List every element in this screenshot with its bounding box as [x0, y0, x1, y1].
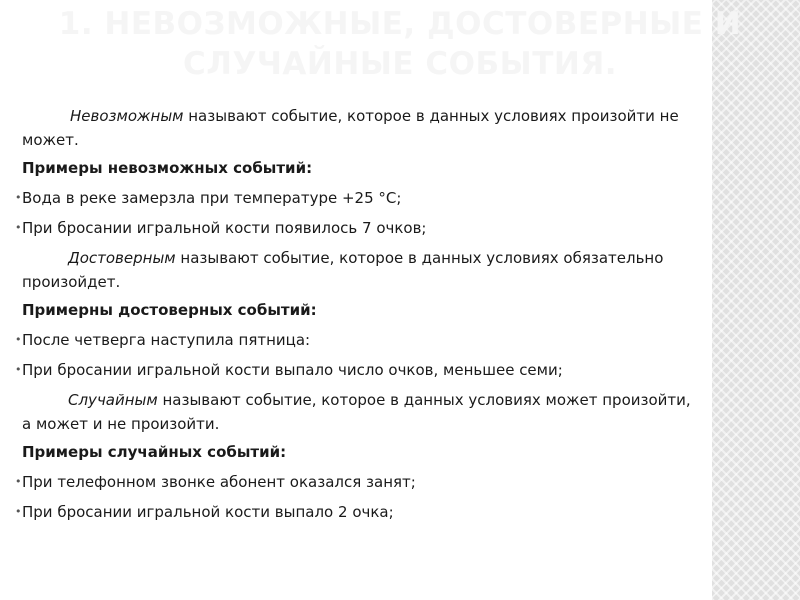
list-item [0, 500, 700, 524]
definition-term: Случайным [68, 391, 158, 409]
examples-heading-random: Примеры случайных событий: [22, 443, 287, 461]
list-item-text: При телефонном звонке абонент оказался занят; [22, 473, 416, 491]
list-item [0, 470, 700, 494]
decorative-stripe [712, 0, 800, 600]
list-item-text: При бросании игральной кости выпало число очков, меньшее семи; [22, 361, 563, 379]
bullet-icon: • [15, 221, 22, 234]
definition-term: Достоверным [68, 249, 176, 267]
list-item-text: При бросании игральной кости появилось 7 очков; [22, 219, 427, 237]
slide-title [40, 4, 760, 84]
definition-impossible [0, 104, 700, 152]
bullet-icon: • [15, 333, 22, 346]
slide-title-line-1: 1. НЕВОЗМОЖНЫЕ, ДОСТОВЕРНЫЕ И [58, 6, 742, 42]
list-item [0, 216, 700, 240]
bullet-icon: • [15, 191, 22, 204]
bullet-icon: • [15, 475, 22, 488]
definition-text: называют событие, которое в данных условиях может произойти, а может и не произойти. [22, 391, 691, 433]
list-item-text: При бросании игральной кости выпало 2 очка; [22, 503, 394, 521]
slide-body [0, 104, 700, 530]
examples-heading-certain: Примерны достоверных событий: [22, 301, 317, 319]
examples-heading-impossible: Примеры невозможных событий: [22, 159, 313, 177]
list-item [0, 328, 700, 352]
list-item [0, 186, 700, 210]
list-item [0, 358, 700, 382]
definition-text: называют событие, которое в данных условиях произойти не может. [22, 107, 679, 149]
definition-certain [0, 246, 700, 294]
list-item-text: Вода в реке замерзла при температуре +25 °С; [22, 189, 402, 207]
definition-term: Невозможным [70, 107, 184, 125]
slide-title-line-2: СЛУЧАЙНЫЕ СОБЫТИЯ. [182, 46, 617, 82]
bullet-icon: • [15, 505, 22, 518]
list-item-text: После четверга наступила пятница: [22, 331, 311, 349]
bullet-icon: • [15, 363, 22, 376]
definition-random [0, 388, 700, 436]
definition-text: называют событие, которое в данных условиях обязательно произойдет. [22, 249, 664, 291]
